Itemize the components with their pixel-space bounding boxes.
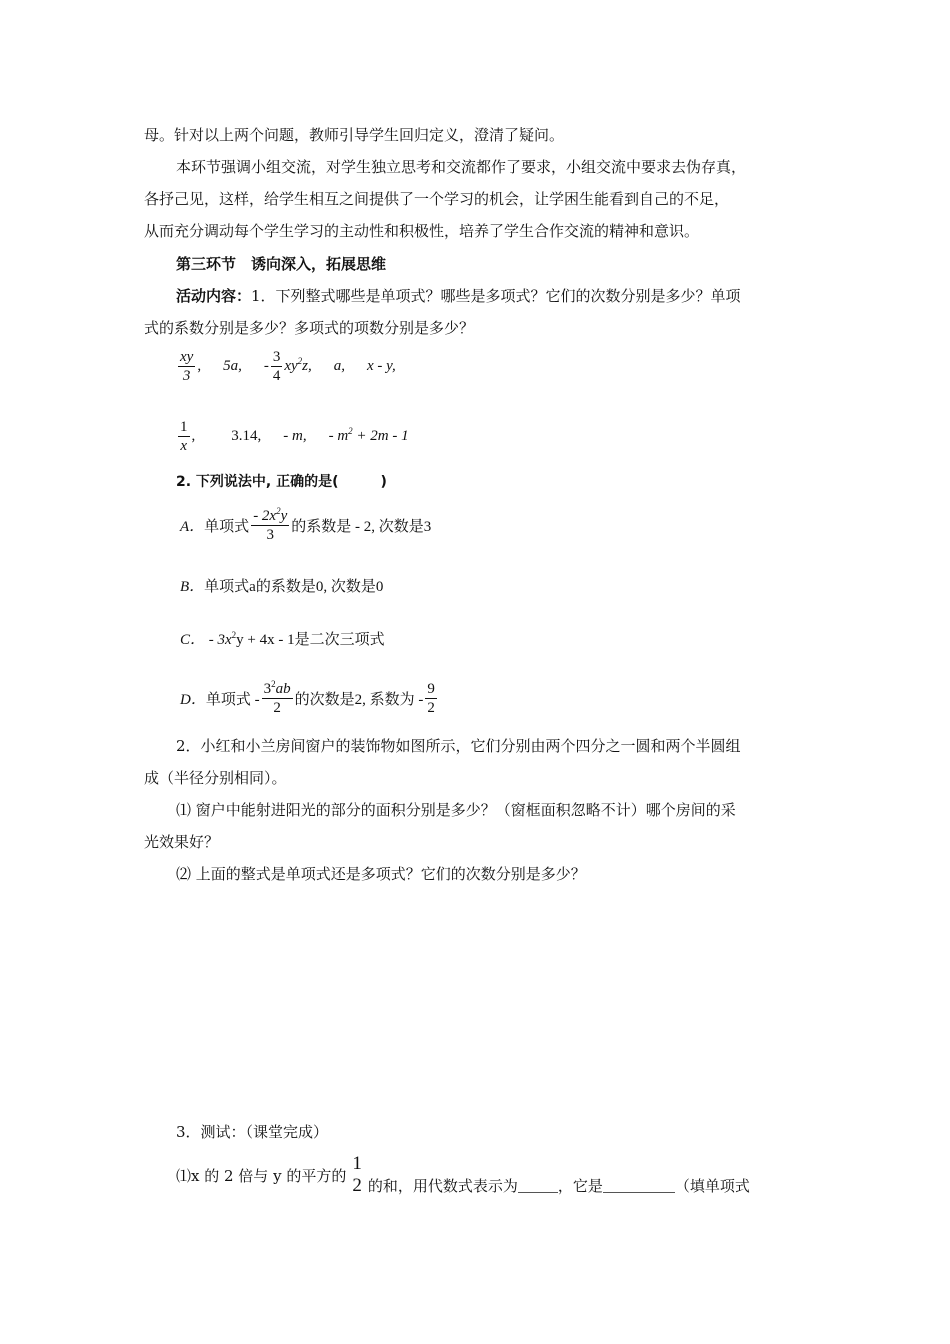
option-text: - $3x^2y + 4x - 1$是二次三项式 [208,630,385,648]
expr-term: - m, [283,428,307,444]
q3-text: 的和，用代数式表示为 [367,1177,518,1195]
option-label: C． [180,632,206,648]
option-a [180,507,431,544]
answer-blank[interactable] [518,1178,558,1193]
paragraph-line: 2．小红和小兰房间窗户的装饰物如图所示，它们分别由两个四分之一圆和两个半圆组 [176,737,741,755]
expr-term: - $m^2 + 2m - 1$ [328,426,409,444]
question-3-title: 3．测试：（课堂完成） [176,1123,329,1141]
q3-text: ，它是 [557,1177,603,1195]
option-text: 单项式 - [205,692,260,708]
question-2-title: 2. 下列说法中, 正确的是( ) [176,474,387,490]
option-text: 单项式 [204,519,250,535]
expr-term: 5a, [223,358,242,374]
fraction: $\frac{xy}{3}$ [180,349,194,384]
option-label: B． [180,579,205,595]
paragraph-line: ⑵ 上面的整式是单项式还是多项式？它们的次数分别是多少？ [176,865,586,883]
paragraph-line: 本环节强调小组交流，对学生独立思考和交流都作了要求，小组交流中要求去伪存真， [176,158,747,176]
option-label: D． [180,692,206,708]
activity-line [176,285,741,307]
expr-term: , [197,358,202,374]
option-label: A． [180,519,205,535]
expr-term: 3.14, [231,428,262,444]
paragraph-line: 光效果好？ [144,833,220,851]
expr-term: , [191,428,196,444]
fraction: $\frac{3}{4}$ [272,349,281,384]
fraction: $\frac{9}{2}$ [427,681,435,716]
question-3-part-1 [176,1153,750,1197]
answer-blank[interactable] [603,1178,675,1193]
q3-text: （填单项式 [674,1177,750,1195]
fraction: 1 2 [352,1153,362,1196]
expression-row-2 [176,418,409,455]
paragraph-line: 从而充分调动每个学生学习的主动性和积极性，培养了学生合作交流的精神和意识。 [144,222,700,240]
activity-text: 1．下列整式哪些是单项式？哪些是多项式？它们的次数分别是多少？单项 [251,287,741,305]
paragraph-line: 各抒己见，这样，给学生相互之间提供了一个学习的机会，让学困生能看到自己的不足， [144,190,730,208]
paragraph-line: ⑴ 窗户中能射进阳光的部分的面积分别是多少？（窗框面积忽略不计）哪个房间的采 [176,801,736,819]
option-c [180,629,385,651]
expr-term: $xy^2z$, [284,356,312,374]
activity-line-2: 式的系数分别是多少？多项式的项数分别是多少？ [144,319,475,337]
section-title: 第三环节 诱向深入，拓展思维 [176,255,387,273]
activity-label: 活动内容： [176,287,252,305]
fraction: $\frac{1}{x}$ [180,419,188,454]
expr-term: - [263,358,269,374]
fraction: $\frac{3^2ab}{2}$ [263,679,291,716]
paragraph-line: 母。针对以上两个问题，教师引导学生回归定义，澄清了疑问。 [144,126,565,144]
q3-text: ⑴x 的 2 倍与 y 的平方的 [176,1166,347,1185]
option-text: 的次数是2, 系数为 - [294,692,424,708]
option-d [180,680,439,717]
option-text: 单项式a的系数是0, 次数是0 [204,579,384,595]
expr-term: a, [333,358,345,374]
option-text: 的系数是 - 2, 次数是3 [291,519,432,535]
paragraph-line: 成（半径分别相同）。 [144,769,287,787]
expression-row-1 [176,348,396,385]
option-b [180,576,383,598]
expr-term: x - y, [367,358,396,374]
fraction: $\frac{- 2x^2y}{3}$ [253,506,288,543]
